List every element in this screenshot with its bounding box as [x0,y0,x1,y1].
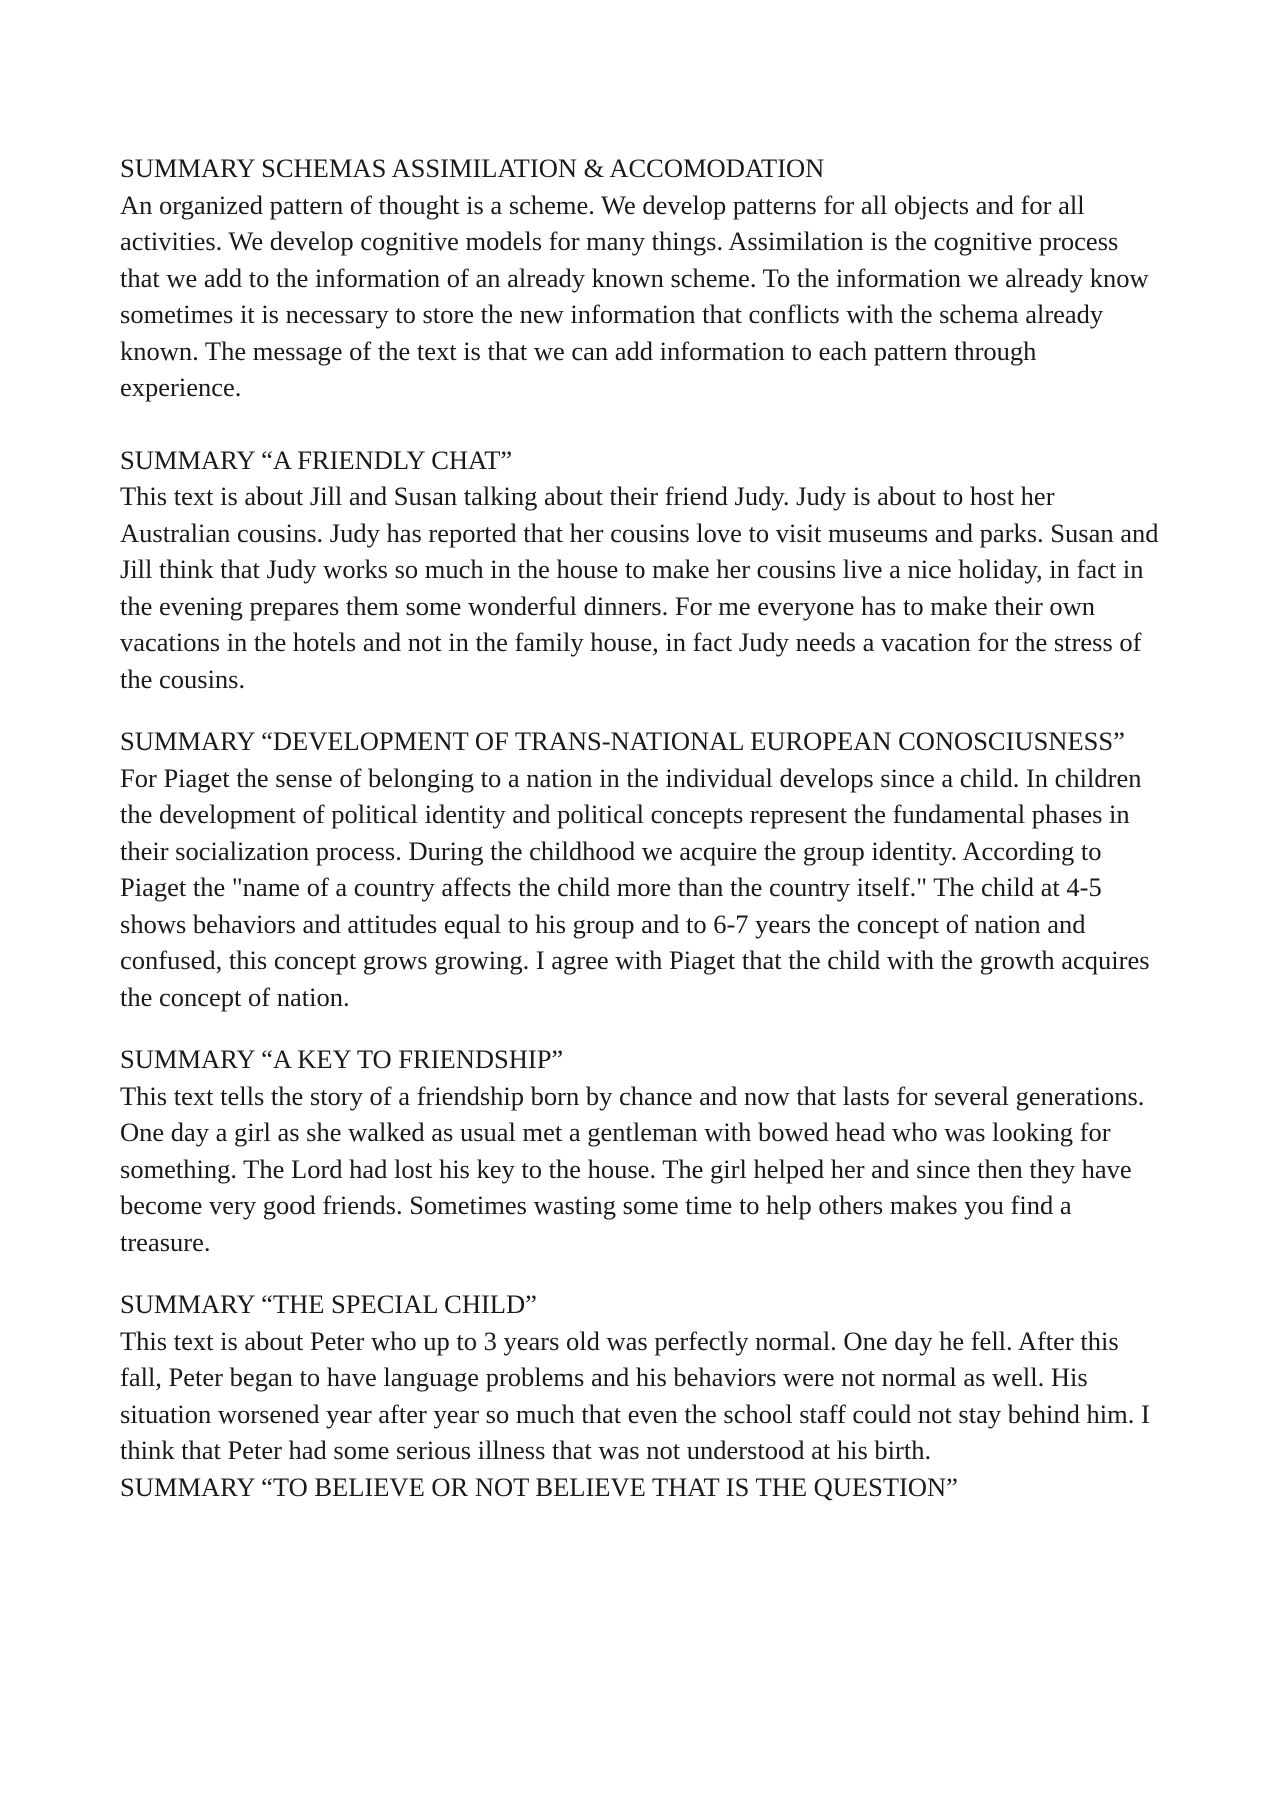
section-title: SUMMARY SCHEMAS ASSIMILATION & ACCOMODATION [120,153,825,183]
section-title: SUMMARY “THE SPECIAL CHILD” [120,1289,537,1319]
section-title: SUMMARY “DEVELOPMENT OF TRANS-NATIONAL EUROPEAN CONOSCIUSNESS” [120,726,1125,756]
section-body: For Piaget the sense of belonging to a nation in the individual develops since a child. In children the development of political identity and political concepts represent the fundamental phases in their socialization process. During the childhood we acquire the group identity. According to Piaget the "name of a country affects the child more than the country itself." The child at 4-5 shows behaviors and attitudes equal to his group and to 6-7 years the concept of nation and confused, this concept grows growing. I agree with Piaget that the child with the growth acquires the concept of nation. [120,762,1150,1012]
section-european-consciousness [120,723,1160,1015]
section-body: This text tells the story of a friendship born by chance and now that lasts for several generations. One day a girl as she walked as usual met a gentleman with bowed head who was looking for something. The Lord had lost his key to the house. The girl helped her and since then they have become very good friends. Sometimes wasting some time to help others makes you find a treasure. [120,1080,1145,1257]
document-content [120,150,1160,1505]
section-key-to-friendship [120,1041,1160,1260]
section-title: SUMMARY “A KEY TO FRIENDSHIP” [120,1044,564,1074]
section-body: This text is about Peter who up to 3 years old was perfectly normal. One day he fell. After this fall, Peter began to have language problems and his behaviors were not normal as well. His situation worsened year after year so much that even the school staff could not stay behind him. I think that Peter had some serious illness that was not understood at his birth. [120,1325,1150,1465]
section-body: An organized pattern of thought is a scheme. We develop patterns for all objects and for all activities. We develop cognitive models for many things. Assimilation is the cognitive process that we add to the information of an already known scheme. To the information we already know sometimes it is necessary to store the new information that conflicts with the schema already known. The message of the text is that we can add information to each pattern through experience. [120,189,1149,402]
section-schemas [120,150,1160,406]
section-believe-or-not [120,1469,1160,1506]
section-friendly-chat [120,442,1160,698]
section-body: This text is about Jill and Susan talking about their friend Judy. Judy is about to host her Australian cousins. Judy has reported that her cousins love to visit museums and parks. Susan and Jill think that Judy works so much in the house to make her cousins live a nice holiday, in fact in the evening prepares them some wonderful dinners. For me everyone has to make their own vacations in the hotels and not in the family house, in fact Judy needs a vacation for the stress of the cousins. [120,481,1159,694]
section-special-child [120,1286,1160,1469]
section-title: SUMMARY “TO BELIEVE OR NOT BELIEVE THAT IS THE QUESTION” [120,1471,958,1502]
section-title: SUMMARY “A FRIENDLY CHAT” [120,444,513,475]
